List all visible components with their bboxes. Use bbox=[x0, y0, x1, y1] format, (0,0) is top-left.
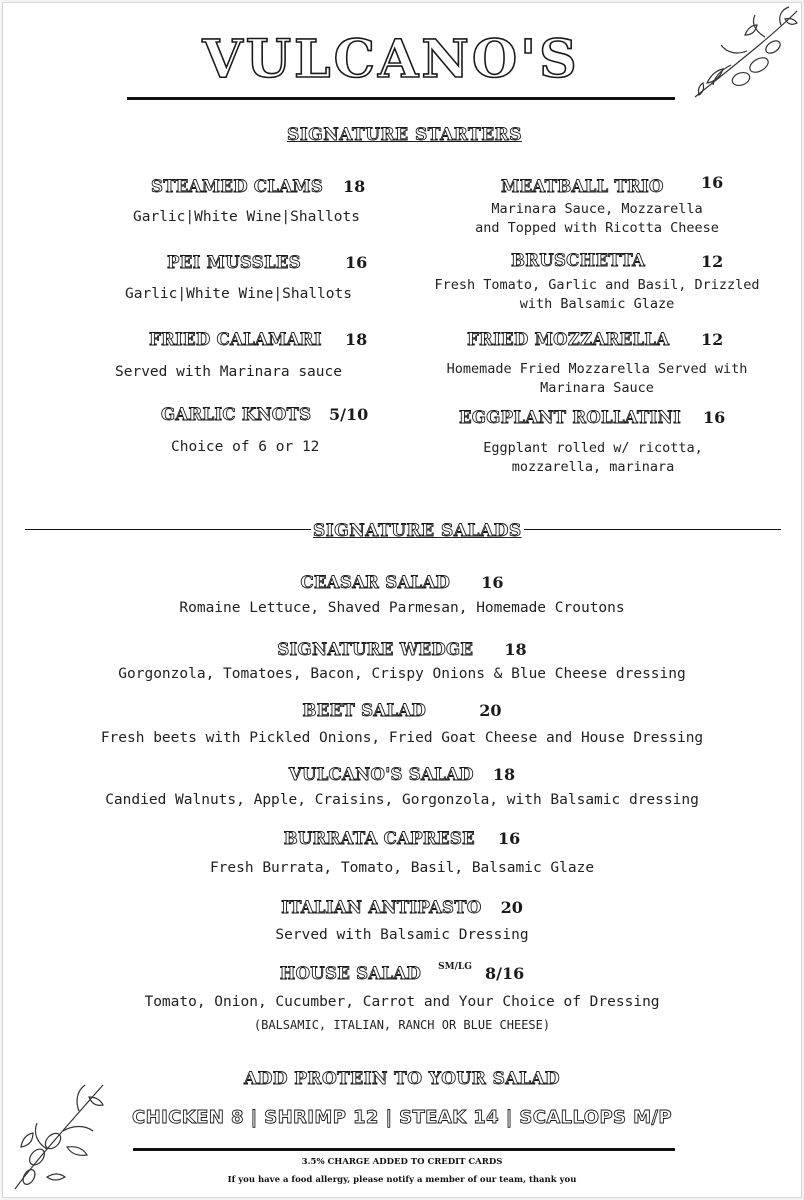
menu-item-price: 18 bbox=[504, 640, 527, 659]
menu-item-description bbox=[419, 200, 775, 238]
menu-item-name: PEI MUSSLES bbox=[167, 253, 301, 272]
description-line: Marinara Sauce bbox=[540, 380, 654, 396]
menu-item-name: HOUSE SALAD bbox=[279, 964, 422, 983]
title-underline bbox=[127, 97, 675, 100]
menu-page bbox=[2, 2, 802, 1198]
menu-item-name: BEET SALAD bbox=[302, 701, 427, 720]
description-line: with Balsamic Glaze bbox=[519, 296, 675, 312]
menu-item-price: 20 bbox=[479, 701, 502, 720]
menu-item-description: Gorgonzola, Tomatoes, Bacon, Crispy Onions & Blue Cheese dressing bbox=[118, 666, 686, 682]
salad-item bbox=[3, 640, 801, 659]
menu-item-price: 18 bbox=[343, 177, 366, 196]
menu-item-price: 12 bbox=[701, 330, 724, 349]
menu-item-name: GARLIC KNOTS bbox=[161, 405, 312, 424]
salad-item bbox=[3, 573, 801, 592]
salad-item bbox=[3, 829, 801, 848]
menu-item-price: 12 bbox=[701, 252, 724, 271]
description-line: Marinara Sauce, Mozzarella bbox=[491, 201, 703, 217]
salad-item bbox=[3, 701, 801, 720]
menu-item-price: 16 bbox=[345, 253, 368, 272]
menu-item-description: Garlic|White Wine|Shallots bbox=[125, 286, 352, 302]
menu-item-description: Fresh Burrata, Tomato, Basil, Balsamic Glaze bbox=[209, 860, 595, 876]
menu-item-description: Garlic|White Wine|Shallots bbox=[133, 209, 360, 225]
menu-item-description: Served with Balsamic Dressing bbox=[275, 927, 529, 943]
description-line: Homemade Fried Mozzarella Served with bbox=[446, 361, 748, 377]
restaurant-title: VULCANO'S bbox=[202, 29, 580, 90]
menu-item-description bbox=[411, 276, 783, 314]
menu-item-name: STEAMED CLAMS bbox=[151, 177, 324, 196]
size-label: SM/LG bbox=[438, 962, 472, 972]
menu-item-price: 5/10 bbox=[329, 405, 369, 424]
menu-item-description: Tomato, Onion, Cucumber, Carrot and Your Choice of Dressing bbox=[144, 994, 660, 1010]
credit-card-notice: 3.5% CHARGE ADDED TO CREDIT CARDS bbox=[301, 1157, 503, 1167]
menu-item-price: 18 bbox=[345, 330, 368, 349]
dressing-options: (BALSAMIC, ITALIAN, RANCH OR BLUE CHEESE) bbox=[253, 1018, 551, 1032]
allergy-notice: If you have a food allergy, please notify a member of our team, thank you bbox=[227, 1175, 577, 1185]
menu-item-description bbox=[403, 439, 783, 477]
description-line: and Topped with Ricotta Cheese bbox=[475, 220, 719, 236]
menu-item-price: 18 bbox=[492, 765, 516, 784]
menu-item-description: Served with Marinara sauce bbox=[115, 364, 342, 380]
salad-item-house bbox=[3, 964, 801, 983]
section-heading-starters: SIGNATURE STARTERS bbox=[287, 125, 523, 145]
menu-item-description: Choice of 6 or 12 bbox=[171, 439, 320, 455]
menu-item-name: CEASAR SALAD bbox=[300, 573, 451, 592]
menu-item-price: 16 bbox=[701, 173, 724, 192]
menu-item-name: BURRATA CAPRESE bbox=[283, 829, 475, 848]
menu-item-name: FRIED MOZZARELLA bbox=[467, 330, 670, 349]
menu-item-name: MEATBALL TRIO bbox=[501, 177, 664, 196]
menu-item-name: ITALIAN ANTIPASTO bbox=[281, 898, 482, 917]
menu-item-name: SIGNATURE WEDGE bbox=[277, 640, 474, 659]
description-line: mozzarella, marinara bbox=[511, 459, 675, 475]
description-line: Fresh Tomato, Garlic and Basil, Drizzled bbox=[434, 277, 760, 293]
protein-options: CHICKEN 8 | SHRIMP 12 | STEAK 14 | SCALLOPS M/P bbox=[132, 1107, 672, 1128]
menu-item-name: BRUSCHETTA bbox=[511, 251, 646, 270]
menu-item-price: 16 bbox=[481, 573, 504, 592]
menu-item-name: VULCANO'S SALAD bbox=[288, 765, 474, 784]
menu-item-description: Fresh beets with Pickled Onions, Fried Goat Cheese and House Dressing bbox=[100, 730, 704, 746]
menu-item-name: EGGPLANT ROLLATINI bbox=[459, 408, 682, 427]
menu-item-description: Romaine Lettuce, Shaved Parmesan, Homemade Croutons bbox=[179, 600, 625, 616]
protein-heading: ADD PROTEIN TO YOUR SALAD bbox=[244, 1069, 560, 1089]
menu-item-description bbox=[411, 360, 783, 398]
section-heading-salads: SIGNATURE SALADS bbox=[313, 521, 522, 541]
menu-item-name: FRIED CALAMARI bbox=[149, 330, 322, 349]
menu-item-price: 8/16 bbox=[485, 964, 525, 983]
footer-rule bbox=[133, 1148, 675, 1151]
menu-item-price: 20 bbox=[500, 898, 523, 917]
menu-item-price: 16 bbox=[703, 408, 726, 427]
salad-item bbox=[3, 765, 801, 784]
menu-item-description: Candied Walnuts, Apple, Craisins, Gorgonzola, with Balsamic dressing bbox=[105, 792, 699, 808]
salad-item bbox=[3, 898, 801, 917]
description-line: Eggplant rolled w/ ricotta, bbox=[483, 440, 703, 456]
menu-item-price: 16 bbox=[498, 829, 521, 848]
